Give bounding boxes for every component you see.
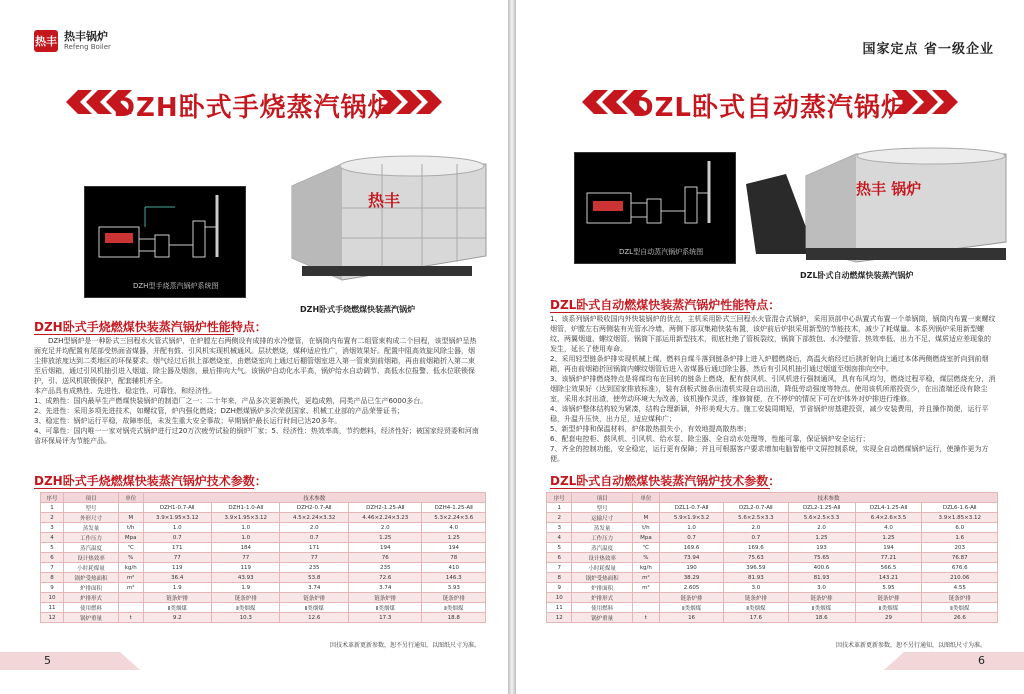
table-cell: 1.25 [348,533,422,543]
table-cell: m² [118,583,143,593]
table-header-row [547,493,998,503]
table-cell: 型号 [64,503,119,513]
table-cell: 29 [855,613,922,623]
spine [508,0,516,694]
table-cell: 5 [547,543,572,553]
table-cell: Ⅱ类烟煤 [788,603,855,613]
heading-underline [34,334,234,335]
table-cell: t [632,613,659,623]
table-cell: 81.93 [788,573,855,583]
table-cell: 4.5×2.24×3.32 [280,513,348,523]
table-cell: 锅炉受热面积 [64,573,119,583]
table-row [41,533,486,543]
table-cell: m² [632,583,659,593]
table-row [41,583,486,593]
table-cell: 4 [547,533,572,543]
table-cell: 1.0 [211,523,279,533]
table-cell: 4.0 [422,523,486,533]
features-item: 3、该锅炉炉排燃烧特点是将煤均布在回转的链条上燃烧，配有鼓风机、引风机进行强制通风，具有布风均匀，燃烧过程平稳，煤层燃烧充分，消烟除尘效果好（达到国家排放标准），装有刮板式链条出渣机实现自动出渣，降低劳动强度等特点。使用该机所需投资少，在出渣端还设有除尘室，采用水封出渣，使劳动环境大为改善，该机操作灵活，维修简便，在不停炉的情况下可在炉体外对炉排进行维修。 [550,375,996,403]
table-row [547,593,998,603]
table-cell: % [118,553,143,563]
table-cell: 9.2 [143,613,211,623]
table-cell: 5.95 [855,583,922,593]
table-cell: 190 [659,563,723,573]
header-cell: 项目 [572,493,632,503]
features-item: 7、齐全的控制功能，安全稳定，运行更有保障；并且可根据客户要求增加电脑智能中文屏控制系统，实现全自动燃煤锅炉运行，使操作更为方便。 [550,445,989,463]
features-item: 6、配套电控柜、鼓风机、引风机、给水泵、除尘器、全自动水处理等，性能可靠，保证锅炉安全运行； [550,435,870,443]
table-cell: 566.5 [855,563,922,573]
table-cell: Ⅱ类烟煤 [422,603,486,613]
table-cell: 蒸汽温度 [572,543,632,553]
table-cell: 3.9×1.95×3.12 [211,513,279,523]
photo-caption: DZL卧式自动燃煤快装蒸汽锅炉 [800,271,914,280]
table-cell: 676.6 [922,563,998,573]
table-row [547,543,998,553]
table-cell: 2.0 [724,523,788,533]
table-cell: 2 [547,513,572,523]
heading-underline [550,488,770,489]
table-cell: 18.8 [422,613,486,623]
features-intro: DZH型锅炉是一种卧式三回程水火管式锅炉，在炉膛左右两侧设有成排的水冷壁管，在锅筒内布置有二组管束构成二个回程，该型锅炉呈热面充足并均配置有尾部受热面省煤器，并配有鼓、引风机实现机械通风。层状燃烧，煤种适应性广，消烟效果好。配置中阻高效旋风除尘器，烟尘排放浓度达到二类地区的环保要求。烟气经过后拱上部燃烧室，由燃烧室向上通过后棚管烟室进入第一管束到前烟箱，再由前烟箱折入第二束至后烟箱，通过引风机抽引进入烟道、除尘器及烟囱，最后排向大气。该锅炉自动化水平高，锅炉给水自动调节、高低水位报警、低水位联锁保护，引、送风机联锁保护，配套辅机齐全。 [34,337,477,385]
table-cell: 小时耗煤量 [64,563,119,573]
table-cell: 76 [348,553,422,563]
logo-name-en: Refeng Boiler [64,42,111,51]
table-cell: DZL2-0.7-AⅡ [724,503,788,513]
title-banner [0,82,508,122]
table-row [547,573,998,583]
table-cell: DZL4-1.25-AⅡ [855,503,922,513]
table-cell: m² [118,573,143,583]
table-cell: 10 [41,593,64,603]
table-cell: 2.0 [348,523,422,533]
header-cell: 技术参数 [659,493,997,503]
company-slogan: 国家定点 省一级企业 [862,42,994,57]
table-cell: 蒸发量 [572,523,632,533]
table-cell: 194 [422,543,486,553]
page-number-bar [884,652,1024,670]
table-row [41,573,486,583]
table-cell: 1.0 [143,523,211,533]
features-heading: DZH卧式手烧燃煤快装蒸汽锅炉性能特点： [34,320,267,334]
table-cell: Ⅱ类烟煤 [348,603,422,613]
table-cell: 3.74 [348,583,422,593]
table-cell: 1 [41,503,64,513]
table-cell: 2.0 [280,523,348,533]
table-cell: M [118,513,143,523]
photo-caption: DZH卧式手烧燃煤快装蒸汽锅炉 [300,305,416,314]
table-cell: 炉排面积 [64,583,119,593]
table-cell: 链条炉排 [724,593,788,603]
table-cell: 81.93 [724,573,788,583]
table-cell: 146.3 [422,573,486,583]
table-cell: 9 [547,583,572,593]
table-cell: M [632,513,659,523]
table-cell: 10 [547,593,572,603]
table-cell: 143.21 [855,573,922,583]
features-item: 2、先进性：采用多项先进技术，如螺纹管，炉内强化燃烧；DZH燃煤锅炉多次荣获国家、机械工业部的产品荣誉证书； [34,407,404,415]
page-number-bar [0,652,140,670]
table-cell: 工作压力 [572,533,632,543]
table-cell: 4.55 [922,583,998,593]
table-cell: 3.0 [788,583,855,593]
table-cell: 77 [143,553,211,563]
table-cell: 7 [547,563,572,573]
table-cell: ℃ [632,543,659,553]
table-row [547,553,998,563]
features-item: 1、成熟性：国内最早生产燃煤快装锅炉的制造厂之一；二十年来，产品多次更新换代，更趋成熟，同类产品已生产6000多台。 [34,397,428,405]
table-cell: 1.0 [659,523,723,533]
table-cell: 5.6×2.5×3.3 [724,513,788,523]
table-row [547,563,998,573]
features-item: 1、该系列锅炉吸收国内外快装锅炉的优点，主机采用卧式三回程水火管混合式锅炉，采用顶部中心纵置式布置一个单锅筒，锅筒内布置一束螺纹烟管，炉膛左右两侧装有光管水冷墙，两侧下部双集箱快装布置，该炉前后炉拱采用新型的节能技术，减少了耗煤量。本系列锅炉采用新型螺纹、两翼烟道、螺纹烟管，锅筒下部运用新型技术，彻底杜绝了管板裂纹，锅筒下部鼓包、水冷壁管、热效率低、出力不足、煤质适应差现象的发生，延长了使用寿命。 [550,315,996,353]
heading-underline [34,488,254,489]
table-cell: DZH4-1.25-AⅡ [422,503,486,513]
company-logo [34,30,111,52]
table-cell: 2.0 [788,523,855,533]
table-cell: Ⅱ类烟煤 [280,603,348,613]
table-row [41,523,486,533]
table-cell: 运输尺寸 [572,513,632,523]
table-cell: t [118,613,143,623]
features-list [34,396,480,446]
table-cell: DZL6-1.6-AⅡ [922,503,998,513]
table-row [41,603,486,613]
table-cell: 194 [348,543,422,553]
features-lead: 本产品具有成熟性、先进性、稳定性、可靠性、和经济性。 [34,387,216,395]
table-cell: Ⅱ类烟煤 [724,603,788,613]
table-cell: 0.7 [724,533,788,543]
table-cell: 6.0 [922,523,998,533]
table-cell: 43.93 [211,573,279,583]
table-cell: 链条炉排 [280,593,348,603]
table-cell: 0.7 [143,533,211,543]
features-item: 2、采用轻型链条炉排实现机械上煤，燃料自煤斗落到链条炉排上进入炉膛燃烧后，高温火焰经过后拱折射向上通过本体两侧燃烧室折向到前烟箱，再由前烟箱折回锅筒内螺纹烟管后进入省煤器后通过除尘器，然后有引风机抽引通过烟道至烟囱排向空中。 [550,355,989,373]
table-cell: 400.6 [788,563,855,573]
table-cell: 17.3 [348,613,422,623]
table-cell: 26.6 [922,613,998,623]
table-cell: 11 [41,603,64,613]
table-row [41,593,486,603]
boiler-brand-text: 热丰 [368,191,401,210]
table-cell [632,603,659,613]
table-row [41,553,486,563]
table-cell: 2 [41,513,64,523]
page-number: 5 [44,654,51,667]
table-cell: 7 [41,563,64,573]
table-body [41,503,486,623]
table-heading: DZL卧式自动燃煤快装蒸汽锅炉技术参数： [550,474,781,488]
table-cell: 1.25 [855,533,922,543]
table-cell: 1.25 [422,533,486,543]
table-cell [632,593,659,603]
table-cell: 5.9×1.9×3.2 [659,513,723,523]
table-cell: 设计热效率 [64,553,119,563]
table-cell: 4 [41,533,64,543]
table-cell: 1.9 [143,583,211,593]
table-cell: 184 [211,543,279,553]
table-cell: 11 [547,603,572,613]
features-heading: DZL卧式自动燃煤快装蒸汽锅炉性能特点： [550,298,781,312]
table-cell: 蒸汽温度 [64,543,119,553]
table-cell: 203 [922,543,998,553]
header-cell: 项目 [64,493,119,503]
heading-underline [550,312,750,313]
table-cell: 3.74 [280,583,348,593]
table-cell: 链条炉排 [422,593,486,603]
table-cell: 1 [547,503,572,513]
page-title: DZL卧式自动蒸汽锅炉 [631,93,908,123]
table-cell: m² [632,573,659,583]
table-cell: 锅炉受热面积 [572,573,632,583]
table-cell: 12.6 [280,613,348,623]
table-cell: 119 [143,563,211,573]
table-cell: 171 [143,543,211,553]
table-cell: 235 [280,563,348,573]
features-text [34,336,480,446]
table-note: 因技术革新更新参数，恕不另行通知，以图纸尺寸为准。 [836,642,987,649]
spec-table [40,492,486,623]
table-cell: 3.9×1.85×3.12 [922,513,998,523]
table-cell: 77 [280,553,348,563]
header-cell: 单位 [632,493,659,503]
table-row [547,503,998,513]
table-cell [632,503,659,513]
table-cell: 3.9×1.95×3.12 [143,513,211,523]
table-cell: 链条炉排 [211,593,279,603]
table-cell: 5 [41,543,64,553]
table-cell: DZH1-0.7-AⅡ [143,503,211,513]
diagram-caption: DZL型自动蒸汽锅炉系统图 [619,248,704,256]
system-diagram [574,152,736,264]
table-cell: 8 [41,573,64,583]
features-item: 4、可靠性：国内唯一一家对锅壳式锅炉进行过20万次疲劳试验的锅炉厂家；5、经济性：热效率高，节约燃料，经济性好；被国家经贸委和河南省环保局评为节能产品。 [34,427,479,445]
table-cell: 3 [547,523,572,533]
table-cell: 设计热效率 [572,553,632,563]
table-cell: 77.21 [855,553,922,563]
table-cell: 使用燃料 [64,603,119,613]
table-row [547,613,998,623]
table-cell: 10.3 [211,613,279,623]
table-cell: 5.6×2.5×3.3 [788,513,855,523]
table-cell: 3.0 [724,583,788,593]
header-cell: 技术参数 [143,493,486,503]
table-row [547,603,998,613]
logo-mark: 热丰 [34,30,58,52]
table-cell: 72.6 [348,573,422,583]
table-cell: 38.29 [659,573,723,583]
table-cell: 5.3×2.24×3.6 [422,513,486,523]
features-text [550,314,996,464]
header-cell: 序号 [547,493,572,503]
table-cell: 0.7 [659,533,723,543]
table-cell: 12 [41,613,64,623]
header-cell: 序号 [41,493,64,503]
features-item: 4、该锅炉整体结构较为紧凑，结构合理新颖，外形美观大方。施工安装周期短，节省锅炉房基建投资，减少安装费用，并且操作简便，运行平稳，升温升压快，出力足，适应煤种广； [550,405,989,423]
table-cell: 0.7 [280,533,348,543]
logo-name-cn: 热丰锅炉 [64,29,108,43]
table-cell: 4.46×2.24×3.23 [348,513,422,523]
table-cell: 3.93 [422,583,486,593]
header-cell: 单位 [118,493,143,503]
table-cell [118,503,143,513]
table-cell: 12 [547,613,572,623]
table-cell: 16 [659,613,723,623]
table-row [547,523,998,533]
table-header-row [41,493,486,503]
table-cell: 171 [280,543,348,553]
table-cell: DZL1-0.7-AⅡ [659,503,723,513]
table-note: 因技术革新更新参数，恕不另行通知，以图纸尺寸为准。 [330,642,481,649]
table-cell: Ⅱ类烟煤 [855,603,922,613]
table-row [547,533,998,543]
table-cell: 2.605 [659,583,723,593]
table-cell: % [632,553,659,563]
table-cell: 工作压力 [64,533,119,543]
table-heading: DZH卧式手烧燃煤快装蒸汽锅炉技术参数： [34,474,267,488]
features-item: 3、稳定性：锅炉运行平稳，故障率低，未发生重大安全事故；早期锅炉最长运行时间已达20多年。 [34,417,342,425]
page-number: 6 [978,654,985,667]
table-cell: Ⅱ类烟煤 [211,603,279,613]
table-cell: 169.6 [659,543,723,553]
table-cell: 78 [422,553,486,563]
table-cell: 169.6 [724,543,788,553]
table-cell: 193 [788,543,855,553]
table-cell: 链条炉排 [659,593,723,603]
table-cell: 36.4 [143,573,211,583]
table-cell: 蒸发量 [64,523,119,533]
table-row [547,583,998,593]
table-cell: Mpa [118,533,143,543]
table-row [547,513,998,523]
table-cell: kg/h [118,563,143,573]
table-cell: 炉排形式 [572,593,632,603]
table-cell: 119 [211,563,279,573]
left-page [0,0,508,694]
table-cell: 锅炉重量 [64,613,119,623]
table-cell: 235 [348,563,422,573]
table-cell: 3 [41,523,64,533]
table-cell: 77 [211,553,279,563]
table-cell: 锅炉重量 [572,613,632,623]
table-cell: 1.6 [922,533,998,543]
diagram-caption: DZH型手烧蒸汽锅炉系统图 [133,282,219,290]
spec-table [546,492,998,623]
table-cell: kg/h [632,563,659,573]
table-cell: 外形尺寸 [64,513,119,523]
table-cell: 6.4×2.6×3.5 [855,513,922,523]
table-cell: 9 [41,583,64,593]
table-row [41,563,486,573]
right-page [516,0,1024,694]
boiler-brand-text: 热丰 锅炉 [856,180,922,198]
table-body [547,503,998,623]
table-cell: 75.65 [788,553,855,563]
page-title: DZH卧式手烧蒸汽锅炉 [113,93,395,123]
table-row [41,513,486,523]
table-cell: 18.6 [788,613,855,623]
table-cell: 210.06 [922,573,998,583]
table-cell: 6 [547,553,572,563]
table-cell: Mpa [632,533,659,543]
table-cell: 1.25 [788,533,855,543]
table-cell: Ⅱ类烟煤 [922,603,998,613]
table-row [41,503,486,513]
table-cell: 链条炉排 [788,593,855,603]
table-cell: 4.0 [855,523,922,533]
table-cell: 炉排形式 [64,593,119,603]
table-cell: 8 [547,573,572,583]
table-cell: t/h [118,523,143,533]
table-cell [118,603,143,613]
table-cell: 76.87 [922,553,998,563]
table-cell: 使用燃料 [572,603,632,613]
table-cell: DZH1-1.0-AⅡ [211,503,279,513]
table-cell: t/h [632,523,659,533]
table-cell: DZL2-1.25-AⅡ [788,503,855,513]
boiler-photo [272,148,490,288]
table-cell: 75.63 [724,553,788,563]
table-cell: 链条炉排 [922,593,998,603]
table-cell: Ⅱ类烟煤 [659,603,723,613]
table-cell: Ⅱ类烟煤 [143,603,211,613]
table-cell: 396.59 [724,563,788,573]
table-cell: 炉排面积 [572,583,632,593]
table-cell: 410 [422,563,486,573]
table-row [41,543,486,553]
table-cell: 53.8 [280,573,348,583]
system-diagram [84,186,246,298]
boiler-photo [746,144,1008,268]
table-cell: 型号 [572,503,632,513]
table-cell: 73.94 [659,553,723,563]
features-item: 5、新型炉排和保温材料，炉体散热损失小，有效地提高散热率； [550,425,751,433]
table-cell: DZH2-0.7-AⅡ [280,503,348,513]
table-row [41,613,486,623]
table-cell: 链条炉排 [855,593,922,603]
table-cell: ℃ [118,543,143,553]
table-cell: 194 [855,543,922,553]
table-cell: 链条炉排 [348,593,422,603]
table-cell: 6 [41,553,64,563]
table-cell [118,593,143,603]
title-banner [516,82,1024,122]
table-cell: 小时耗煤量 [572,563,632,573]
table-cell: 17.6 [724,613,788,623]
table-cell: 1.9 [211,583,279,593]
table-cell: 链条炉排 [143,593,211,603]
table-cell: 1.0 [211,533,279,543]
table-cell: DZH2-1.25-AⅡ [348,503,422,513]
